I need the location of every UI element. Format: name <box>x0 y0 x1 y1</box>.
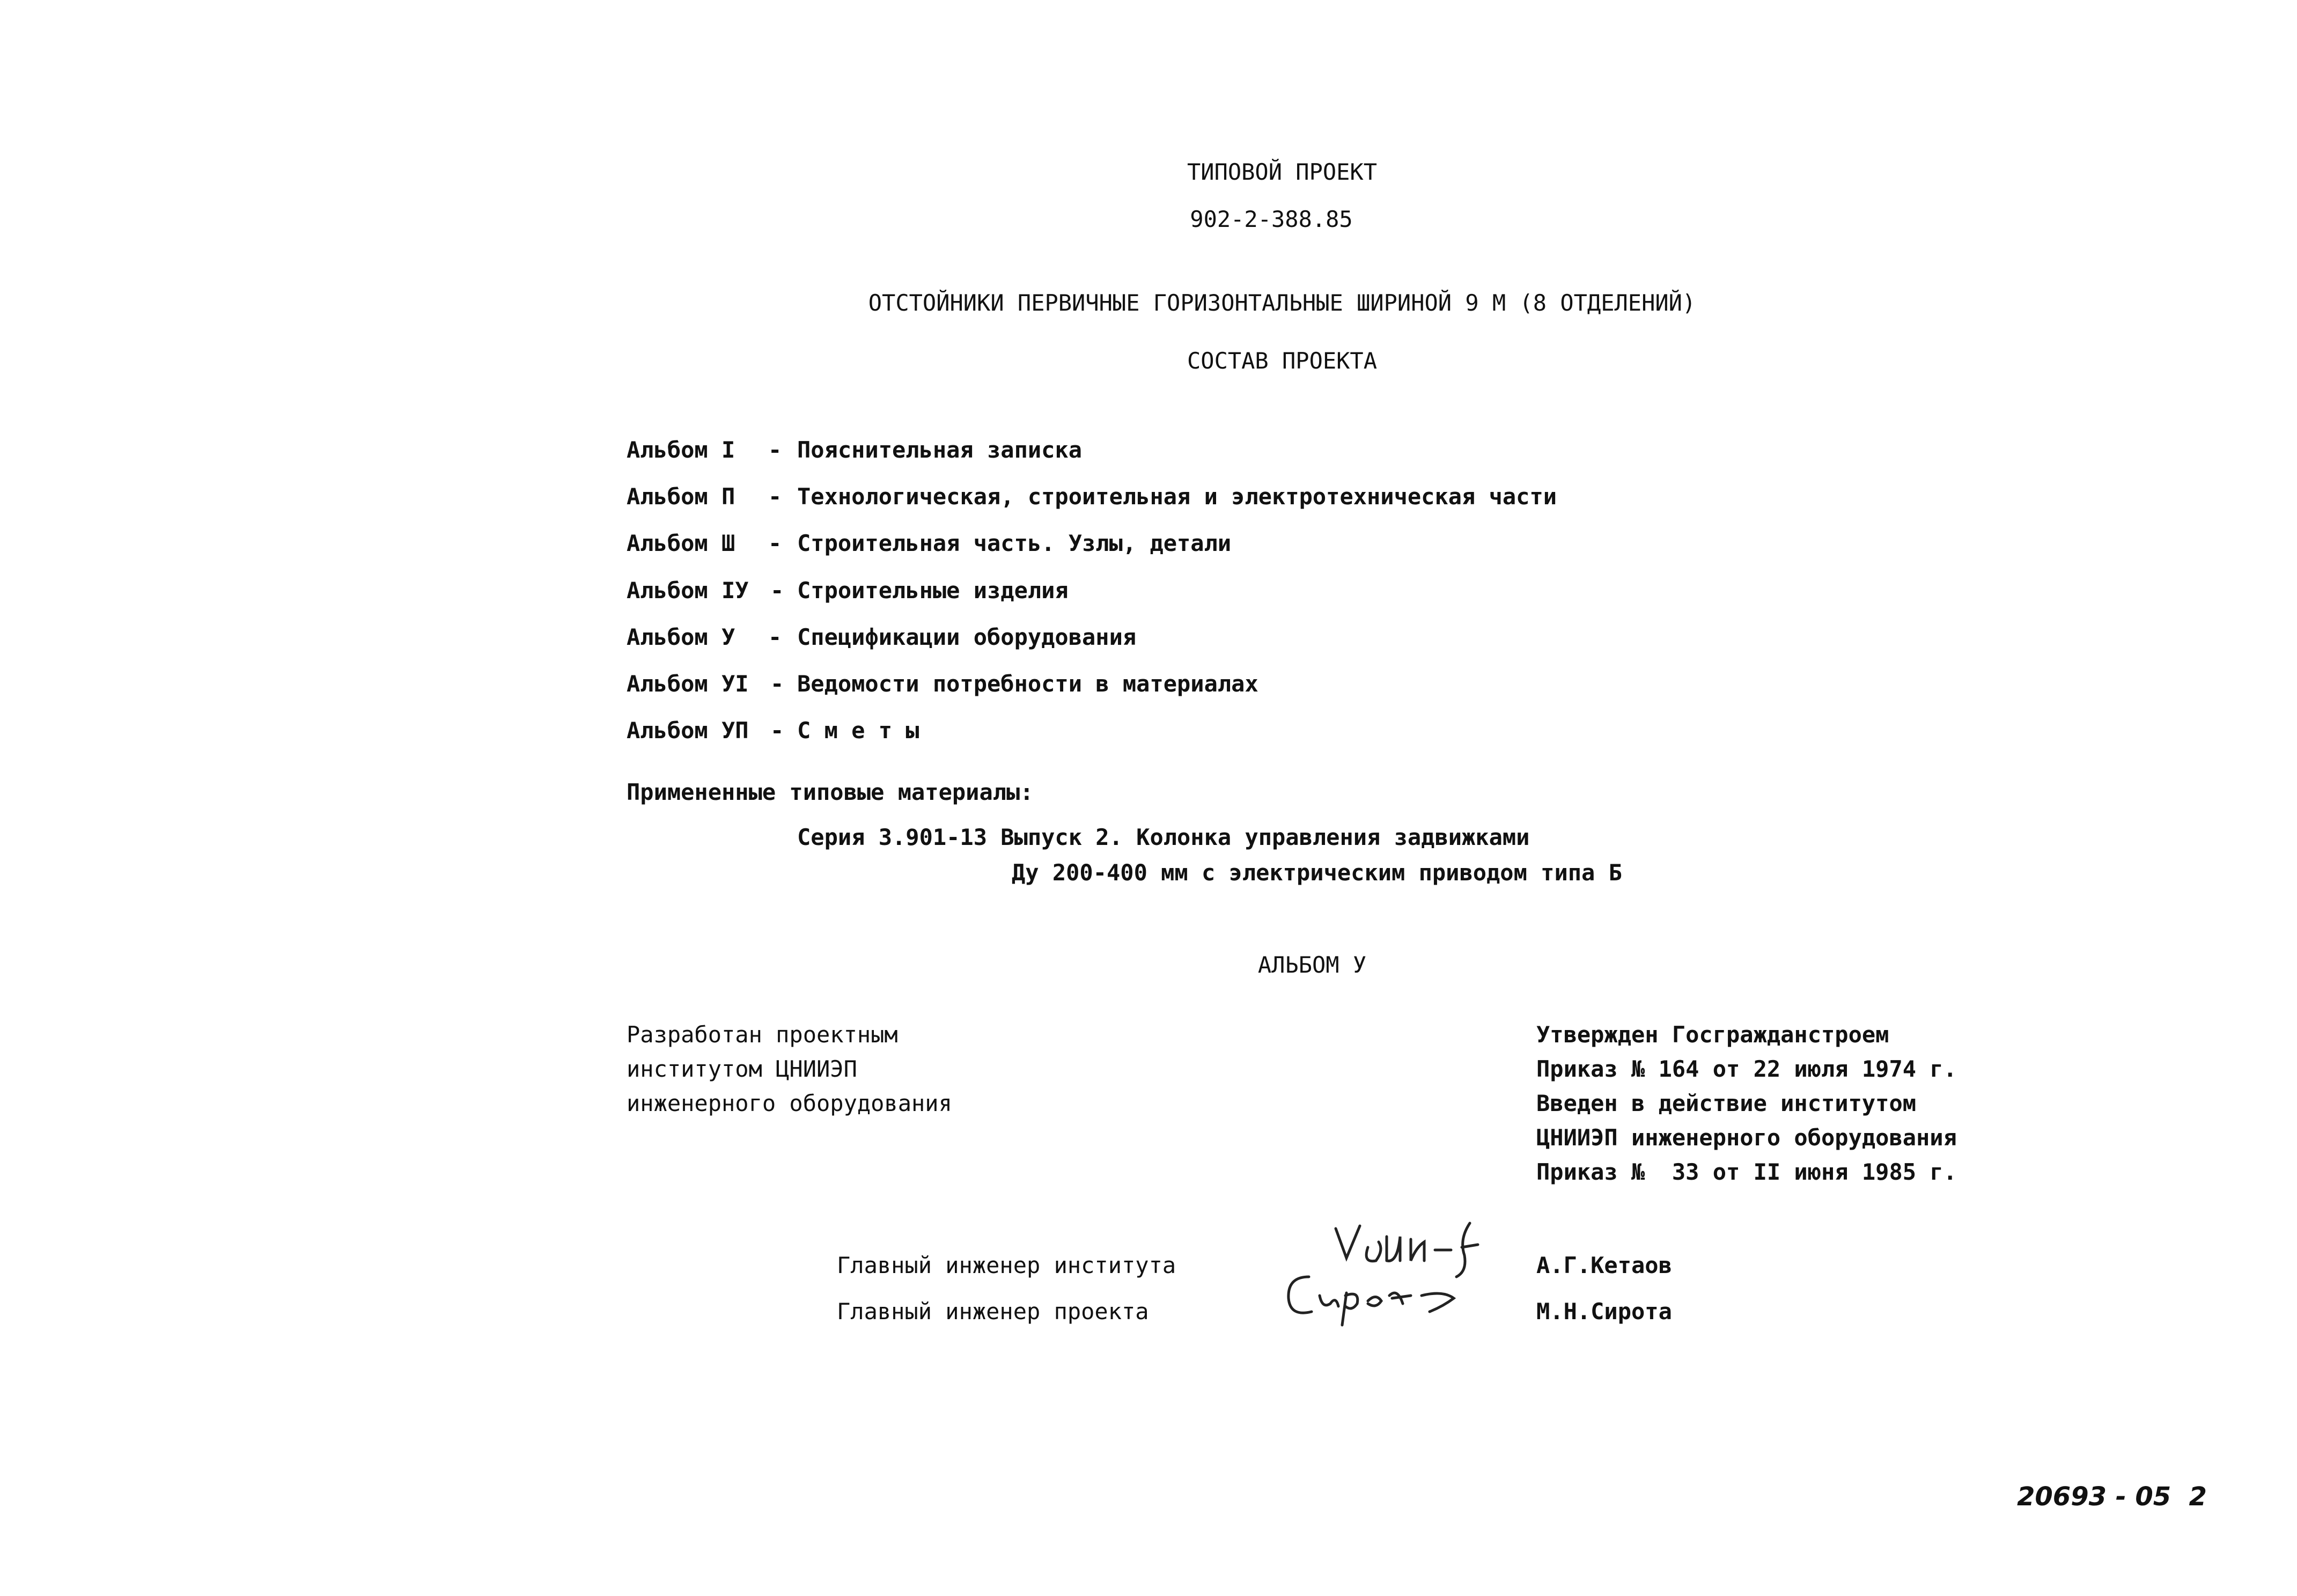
album-label: Альбом I <box>627 437 735 463</box>
signatory-name: А.Г.Кетаов <box>1536 1252 1672 1278</box>
album-description: Спецификации оборудования <box>797 624 1137 650</box>
header-type-label: ТИПОВОЙ ПРОЕКТ <box>1187 159 1378 185</box>
album-label: Альбом П <box>627 483 735 510</box>
album-label: Альбом У <box>627 624 735 650</box>
album-dash: - <box>768 483 782 510</box>
approval-line: ЦНИИЭП инженерного оборудования <box>1536 1124 1957 1151</box>
album-dash: - <box>770 717 784 744</box>
album-description: Строительная часть. Узлы, детали <box>797 530 1232 556</box>
approval-line: Введен в действие институтом <box>1536 1090 1917 1116</box>
developer-line: институтом ЦНИИЭП <box>627 1056 857 1082</box>
document-subtitle: СОСТАВ ПРОЕКТА <box>1187 348 1378 374</box>
album-dash: - <box>770 577 784 604</box>
album-label: Альбом IУ <box>627 577 749 604</box>
document-title: ОТСТОЙНИКИ ПЕРВИЧНЫЕ ГОРИЗОНТАЛЬНЫЕ ШИРИНОЙ 9 М (8 ОТДЕЛЕНИЙ) <box>868 290 1696 316</box>
album-description: Технологическая, строительная и электротехническая части <box>797 483 1557 510</box>
project-number: 902-2-388.85 <box>1190 206 1353 232</box>
materials-line: Ду 200-400 мм с электрическим приводом типа Б <box>1012 859 1622 886</box>
signatory-name: М.Н.Сирота <box>1536 1298 1672 1325</box>
album-dash: - <box>768 437 782 463</box>
signature-role: Главный инженер проекта <box>837 1298 1149 1325</box>
album-description: Строительные изделия <box>797 577 1069 604</box>
album-dash: - <box>770 671 784 697</box>
developer-line: инженерного оборудования <box>627 1090 952 1116</box>
handwritten-document-number: 20693 - 05 2 <box>2017 1482 2207 1512</box>
album-description: Пояснительная записка <box>797 437 1083 463</box>
current-album-label: АЛЬБОМ У <box>1257 952 1367 978</box>
album-label: Альбом УI <box>627 671 749 697</box>
developer-line: Разработан проектным <box>627 1021 898 1048</box>
approval-line: Приказ № 164 от 22 июля 1974 г. <box>1536 1056 1957 1082</box>
materials-heading: Примененные типовые материалы: <box>627 779 1034 805</box>
approval-line: Утвержден Госгражданстроем <box>1536 1021 1889 1048</box>
album-label: Альбом УП <box>627 717 749 744</box>
album-dash: - <box>768 530 782 556</box>
signature-role: Главный инженер института <box>837 1252 1176 1278</box>
handwritten-signature-sirota <box>1282 1266 1475 1330</box>
album-label: Альбом Ш <box>627 530 735 556</box>
album-description: Ведомости потребности в материалах <box>797 671 1258 697</box>
materials-line: Серия 3.901-13 Выпуск 2. Колонка управления задвижками <box>797 824 1530 850</box>
album-description: С м е т ы <box>797 717 919 744</box>
album-dash: - <box>768 624 782 650</box>
approval-line: Приказ № 33 от II июня 1985 г. <box>1536 1159 1957 1185</box>
